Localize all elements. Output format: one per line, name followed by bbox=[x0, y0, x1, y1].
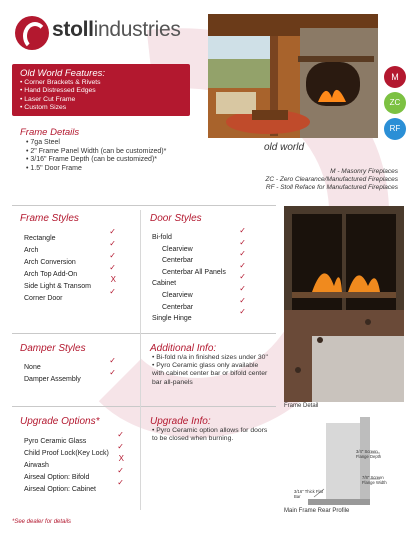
frame-details-list bbox=[26, 139, 166, 173]
info-line: • Pyro Ceramic glass only available with cabinet center bar or bifold center bar all-panels bbox=[152, 362, 268, 386]
check-mark-icon: ✓ bbox=[239, 307, 246, 317]
check-mark-icon: ✓ bbox=[117, 466, 124, 475]
door-style-row: Clearview ✓ bbox=[162, 237, 246, 253]
check-mark-icon: ✓ bbox=[239, 283, 246, 293]
legend-zero-clearance: ZC - Zero Clearance/Manufactured Fireplaces bbox=[265, 176, 398, 183]
badge-reface: RF bbox=[384, 118, 406, 140]
door-style-row: Clearview ✓ bbox=[162, 283, 246, 299]
door-style-row: Centerbar ✓ bbox=[162, 295, 246, 311]
features-box bbox=[12, 64, 190, 116]
frame-style-row: Arch Top Add-On ✓ bbox=[24, 263, 116, 278]
feature-item: • Custom Sizes bbox=[20, 104, 101, 112]
check-mark-icon: ✓ bbox=[117, 478, 124, 487]
check-mark-icon: ✓ bbox=[117, 430, 124, 439]
door-style-row: Cabinet ✓ bbox=[152, 272, 246, 288]
feature-item: • Laser Cut Frame bbox=[20, 96, 101, 104]
footnote: *See dealer for details bbox=[12, 519, 72, 525]
frame-detail-caption: Frame Detail bbox=[284, 403, 319, 409]
photo-caption: old world bbox=[264, 142, 305, 153]
detail-item: • 7ga Steel bbox=[26, 139, 166, 148]
check-mark-icon: ✓ bbox=[239, 260, 246, 270]
column-divider bbox=[140, 210, 141, 510]
check-mark-icon: ✓ bbox=[239, 226, 246, 235]
upgrade-options-title: Upgrade Options* bbox=[20, 416, 100, 427]
frame-styles-list bbox=[24, 227, 128, 302]
legend-masonry: M - Masonry Fireplaces bbox=[330, 168, 398, 175]
additional-info-title: Additional Info: bbox=[150, 343, 217, 354]
door-style-row: Centerbar All Panels ✓ bbox=[162, 260, 246, 276]
door-style-row: Single Hinge ✓ bbox=[152, 307, 246, 323]
frame-style-row: Side Light & Transom X bbox=[24, 275, 116, 290]
check-mark-icon: ✓ bbox=[239, 272, 246, 282]
frame-rear-profile-diagram bbox=[284, 413, 404, 507]
frame-style-row: Arch Conversion ✓ bbox=[24, 251, 116, 266]
check-mark-icon: ✓ bbox=[109, 239, 116, 248]
x-mark-icon: X bbox=[110, 275, 116, 284]
check-mark-icon: ✓ bbox=[109, 251, 116, 260]
door-style-row: Centerbar ✓ bbox=[162, 249, 246, 265]
door-styles-list bbox=[152, 226, 260, 323]
upgrade-options-list bbox=[24, 430, 132, 493]
upgrade-row: Airwash X bbox=[24, 454, 124, 469]
check-mark-icon: ✓ bbox=[109, 263, 116, 272]
check-mark-icon: ✓ bbox=[109, 356, 116, 365]
badge-zero-clearance: ZC bbox=[384, 92, 406, 114]
feature-item: • Corner Brackets & Rivets bbox=[20, 79, 101, 87]
detail-item: • 3/16" Frame Depth (can be customized)* bbox=[26, 156, 166, 165]
divider bbox=[12, 406, 276, 407]
brand-wordmark: stollindustries bbox=[52, 18, 181, 41]
flange-depth-label: 3/4" Screen Flange Depth bbox=[356, 449, 382, 459]
check-mark-icon: ✓ bbox=[109, 368, 116, 377]
frame-style-row: Corner Door ✓ bbox=[24, 287, 116, 302]
upgrade-row: Child Proof Lock(Key Lock) ✓ bbox=[24, 442, 124, 457]
frame-detail-image bbox=[284, 310, 404, 402]
upgrade-info-text: • Pyro Ceramic option allows for doors to be closed when burning. bbox=[152, 427, 268, 443]
upgrade-row: Pyro Ceramic Glass ✓ bbox=[24, 430, 124, 445]
upgrade-row: Airseal Option: Bifold ✓ bbox=[24, 466, 124, 481]
feature-item: • Hand Distressed Edges bbox=[20, 87, 101, 95]
features-title: Old World Features: bbox=[20, 68, 105, 79]
frame-details-title: Frame Details bbox=[20, 127, 80, 138]
damper-row: None ✓ bbox=[24, 356, 116, 371]
frame-styles-title: Frame Styles bbox=[20, 213, 79, 224]
detail-item: • 1.5" Door Frame bbox=[26, 165, 166, 174]
check-mark-icon: ✓ bbox=[117, 442, 124, 451]
flange-width-label: 7/8" Screen Flange Width bbox=[362, 475, 387, 485]
stoll-logo-icon bbox=[15, 16, 49, 50]
upgrade-info-title: Upgrade Info: bbox=[150, 416, 211, 427]
rear-profile-caption: Main Frame Rear Profile bbox=[284, 508, 350, 514]
divider bbox=[12, 205, 276, 206]
check-mark-icon: ✓ bbox=[109, 227, 116, 236]
frame-style-row: Arch ✓ bbox=[24, 239, 116, 254]
door-style-row: Bi-fold ✓ bbox=[152, 226, 246, 241]
x-mark-icon: X bbox=[118, 454, 124, 463]
upgrade-row: Airseal Option: Cabinet ✓ bbox=[24, 478, 124, 493]
fireplace-room-photo bbox=[208, 14, 378, 138]
features-list bbox=[20, 79, 101, 113]
frame-style-row: Rectangle ✓ bbox=[24, 227, 116, 242]
flat-bar-label: 3/16" Thick Flat Bar bbox=[294, 489, 323, 499]
info-line: • Bi-fold n/a in finished sizes under 30" bbox=[152, 354, 268, 361]
damper-row: Damper Assembly ✓ bbox=[24, 368, 116, 383]
damper-styles-list bbox=[24, 356, 128, 383]
damper-styles-title: Damper Styles bbox=[20, 343, 86, 354]
legend-reface: RF - Stoll Reface for Manufactured Fireplaces bbox=[265, 184, 398, 191]
burnished-bronze-door-image bbox=[284, 206, 404, 318]
check-mark-icon: ✓ bbox=[239, 237, 246, 247]
additional-info-text bbox=[152, 354, 270, 387]
divider bbox=[12, 333, 276, 334]
check-mark-icon: ✓ bbox=[109, 287, 116, 296]
check-mark-icon: ✓ bbox=[239, 295, 246, 305]
badge-masonry: M bbox=[384, 66, 406, 88]
detail-item: • 2" Frame Panel Width (can be customized)* bbox=[26, 148, 166, 157]
check-mark-icon: ✓ bbox=[239, 249, 246, 259]
door-styles-title: Door Styles bbox=[150, 213, 202, 224]
